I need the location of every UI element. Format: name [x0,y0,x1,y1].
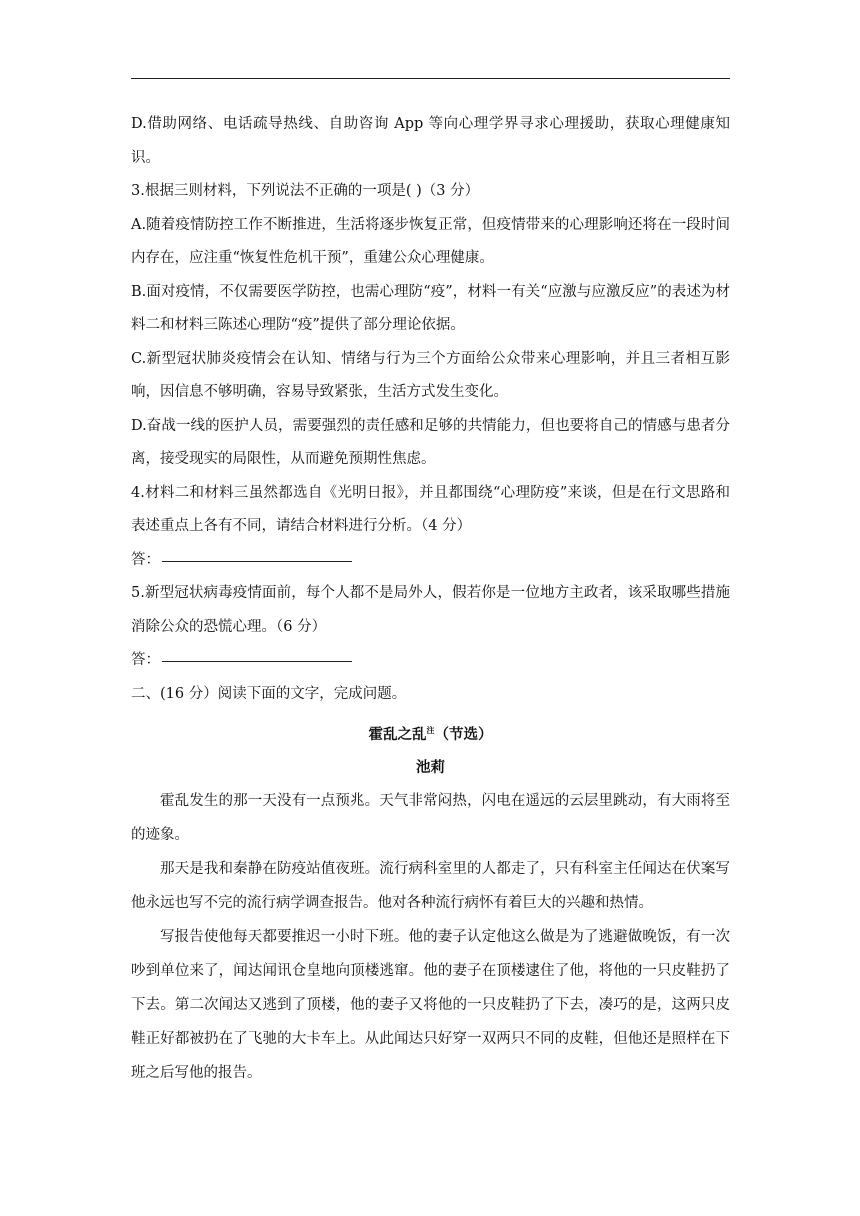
answer-label: 答： [131,551,160,568]
q3-option-c: C.新型冠状肺炎疫情会在认知、情绪与行为三个方面给公众带来心理影响，并且三者相互影响，因信息不够明确，容易导致紧张，生活方式发生变化。 [131,350,730,400]
answer-line [162,660,352,662]
story-paragraph: 写报告使他每天都要推迟一小时下班。他的妻子认定他这么做是为了逃避做晚饭，有一次吵到单位来了，闻达闻讯仓皇地向顶楼逃窜。他的妻子在顶楼逮住了他，将他的一只皮鞋扔了下去。第二次闻达又逃到了顶楼，他的妻子又将他的一只皮鞋扔了下去，凑巧的是，这两只皮鞋正好都被扔在了飞驰的大卡车上。从此闻达只好穿一双两只不同的皮鞋，但他还是照样在下班之后写他的报告。 [131,929,730,1081]
answer-4 [131,544,730,578]
story-title-text: 霍乱之乱 [368,726,427,743]
title-note-marker: 注 [426,725,435,735]
question-4: 4.材料二和材料三虽然都选自《光明日报》，并且都围绕“心理防疫”来谈，但是在行文思路和表述重点上各有不同，请结合材料进行分析。（4 分） [131,484,730,534]
header-rule [131,78,730,79]
answer-label: 答： [131,652,160,668]
q2-option-d: D.借助网络、电话疏导热线、自助咨询 App 等向心理学界寻求心理援助，获取心理健康知识。 [131,116,730,166]
question-5: 5.新型冠状病毒疫情面前，每个人都不是局外人，假若你是一位地方主政者，该采取哪些措施消除公众的恐慌心理。（6 分） [131,585,730,635]
q3-option-a: A.随着疫情防控工作不断推进，生活将逐步恢复正常，但疫情带来的心理影响还将在一段时间内存在，应注重“恢复性危机干预”，重建公众心理健康。 [131,216,730,266]
story-title-suffix: （节选） [434,726,493,743]
answer-line [162,560,352,562]
story-paragraph: 霍乱发生的那一天没有一点预兆。天气非常闷热，闪电在遥远的云层里跳动，有大雨将至的迹象。 [131,793,730,843]
story-title [131,714,730,751]
document-body [131,108,730,1090]
story-author: 池莉 [416,759,445,776]
story-paragraph: 那天是我和秦静在防疫站值夜班。流行病科室里的人都走了，只有科室主任闻达在伏案写他永远也写不完的流行病学调查报告。他对各种流行病怀有着巨大的兴趣和热情。 [131,861,730,911]
question-3: 3.根据三则材料，下列说法不正确的一项是( )（3 分） [131,183,480,199]
q3-option-b: B.面对疫情，不仅需要医学防控，也需心理防“疫”，材料一有关“应激与应激反应”的表述为材料二和材料三陈述心理防“疫”提供了部分理论依据。 [131,283,730,333]
section-2-heading: 二、(16 分）阅读下面的文字，完成问题。 [131,685,407,702]
answer-5 [131,644,730,678]
q3-option-d: D.奋战一线的医护人员，需要强烈的责任感和足够的共情能力，但也要将自己的情感与患者分离，接受现实的局限性，从而避免预期性焦虑。 [131,417,730,467]
